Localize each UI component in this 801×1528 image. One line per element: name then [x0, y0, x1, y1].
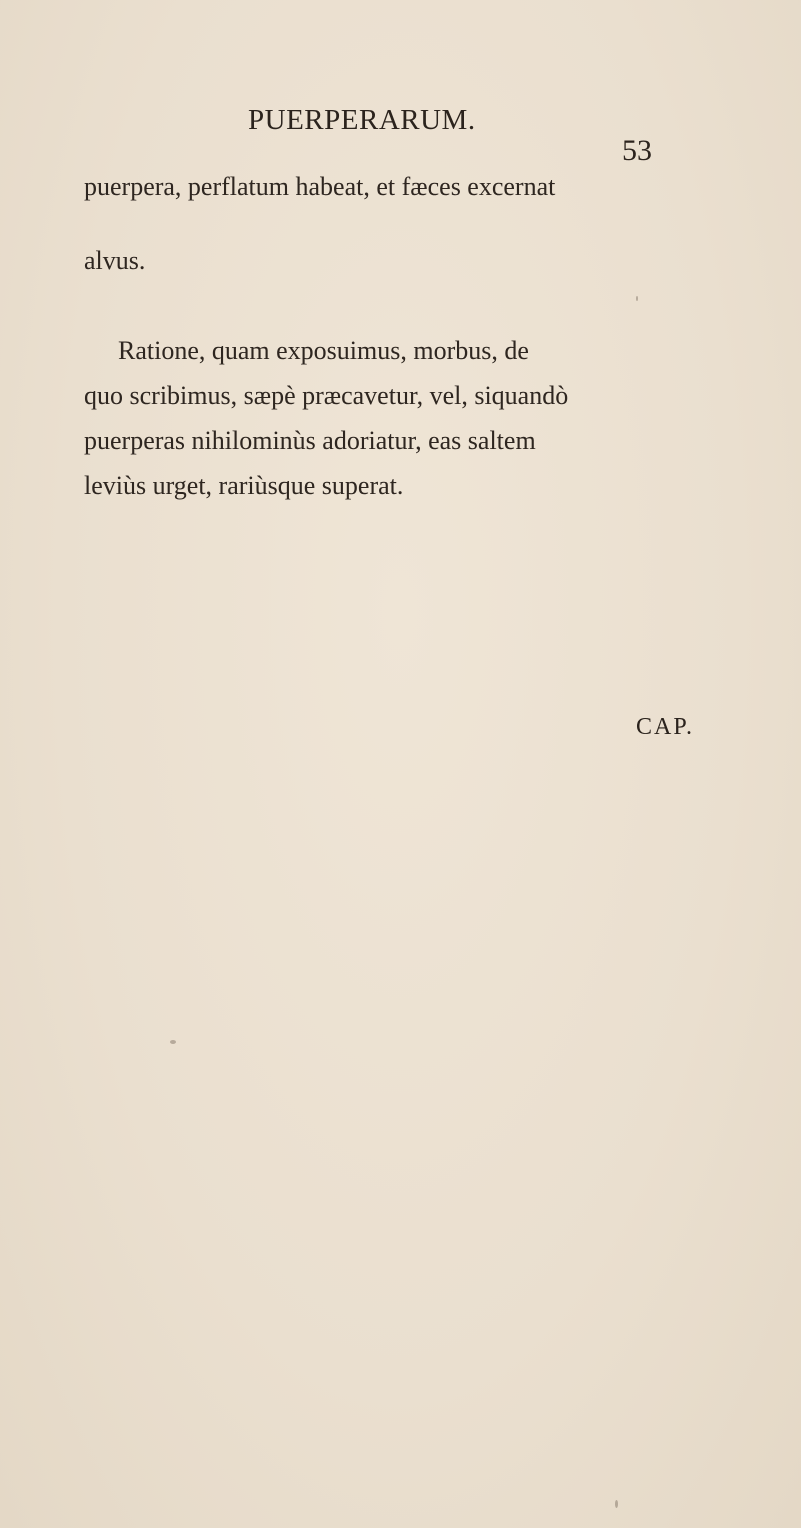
paper-speck [615, 1500, 618, 1508]
catchword: CAP. [636, 714, 695, 740]
text-line: quo scribimus, sæpè præcavetur, vel, siquandò [84, 381, 569, 410]
paragraph-start-line: Ratione, quam exposuimus, morbus, de [118, 336, 529, 365]
text-line: alvus. [84, 246, 146, 275]
text-line: leviùs urget, rariùsque superat. [84, 471, 404, 500]
paper-speck [636, 296, 638, 301]
running-head: PUERPERARUM. [248, 104, 476, 136]
text-line: puerpera, perflatum habeat, et fæces excernat [84, 172, 556, 201]
text-line: puerperas nihilominùs adoriatur, eas saltem [84, 426, 536, 455]
paper-speck [170, 1040, 176, 1044]
page-number: 53 [622, 134, 652, 167]
